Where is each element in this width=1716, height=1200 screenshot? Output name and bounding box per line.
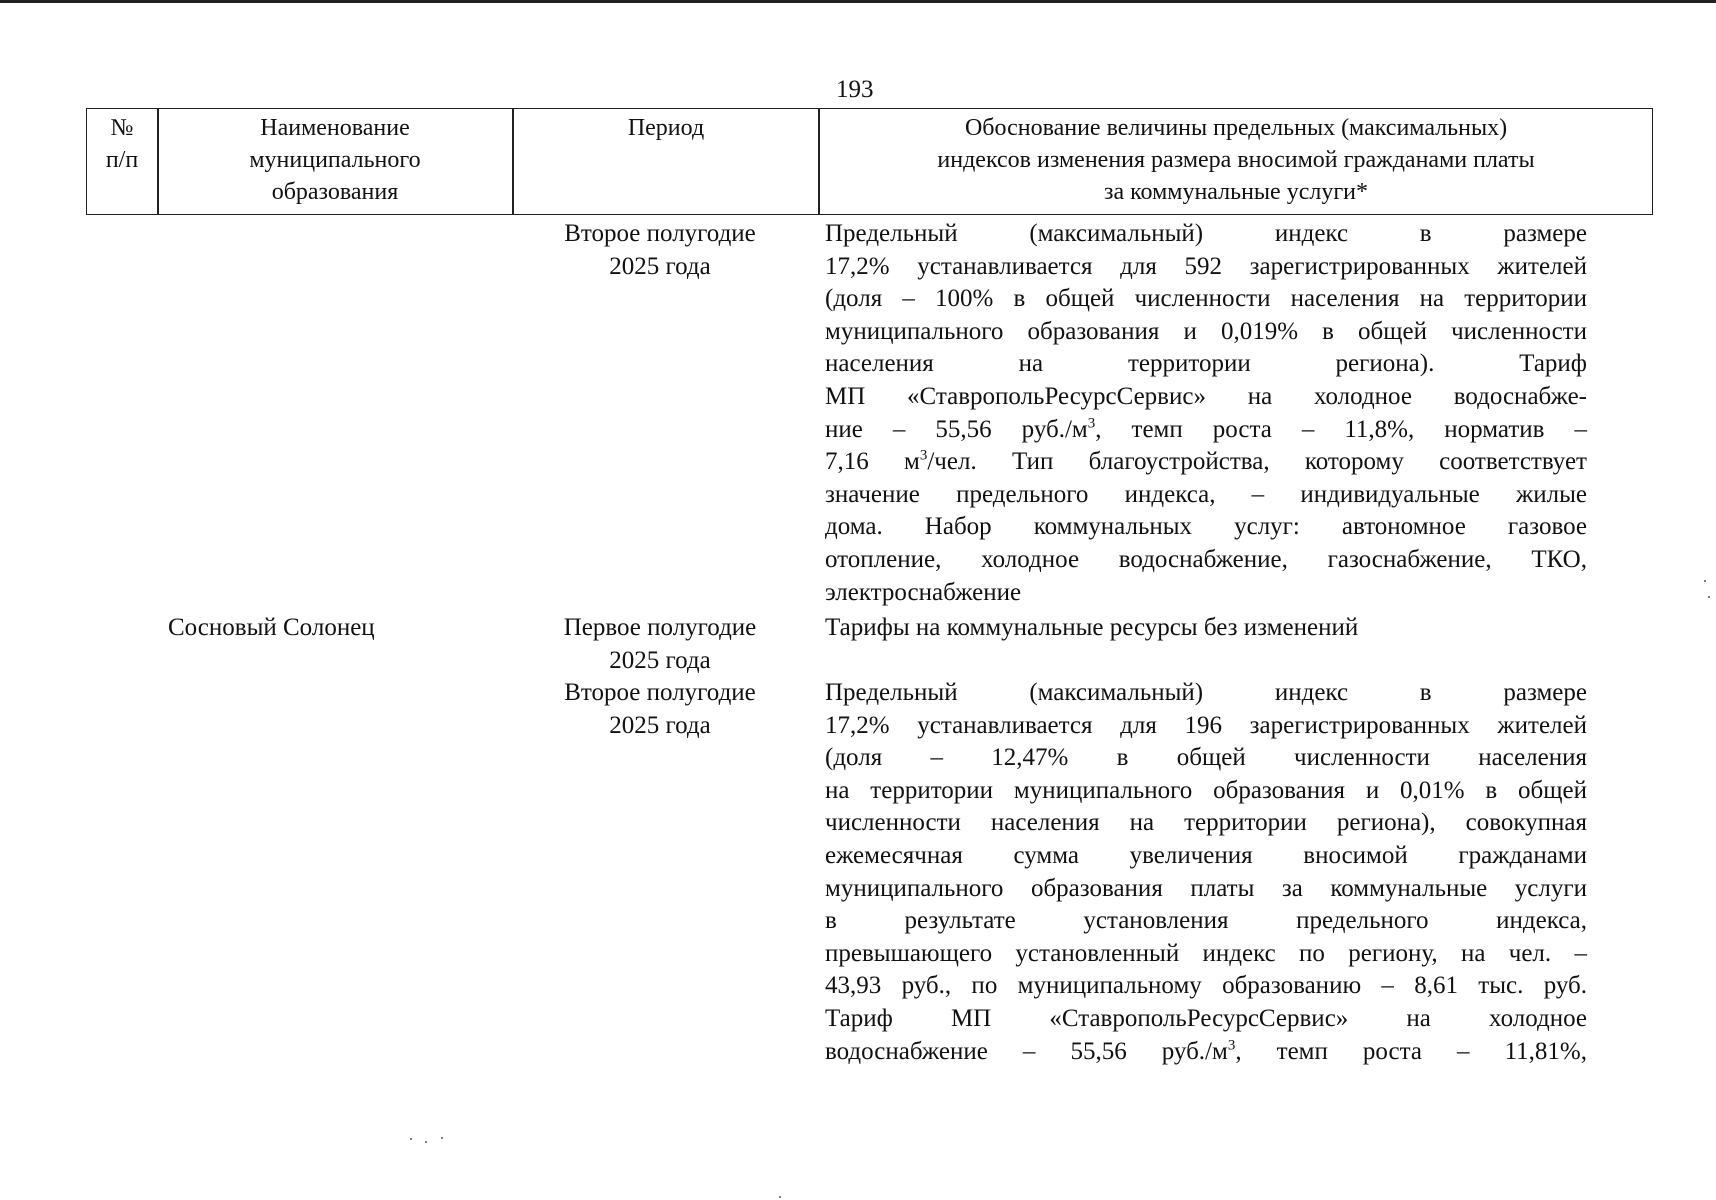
table-header [86,108,1653,215]
scan-speck [425,1141,427,1143]
justified-line-with-superscript: 7,16 $м^3$/чел. Тип благоустройства, которому соответствует [825,447,1587,476]
scan-speck [1704,580,1706,582]
justified-line-with-superscript: водоснабжение – 55,56 $руб./м^3$, темп роста – 11,81%, [825,1037,1587,1065]
row2-justification: Тарифы на коммунальные ресурсы без изменений [825,614,1359,641]
row3-justification: Предельный (максимальный) индекс в размере 17,2% устанавливается для 196 зарегистрированных жителей (доля – 12,47% в общей численности населения на территории муниципального образования и 0,01% в общей численности населения на территории региона), совокупная ежемесячная сумма увеличения вносимой гражданами муниципального образования платы за коммунальные услуги в результате установления предельного индекса, превышающего установленный индекс по региону, на чел. – 43,93 руб., по муниципальному образованию – 8,61 тыс. руб. Тариф МП «СтавропольРесурсСервис» на холодное водоснабжение – 55,56 $руб./м^3$, темп роста – 11,81%, [825,677,1587,1068]
row1-justification: Предельный (максимальный) индекс в размере 17,2% устанавливается для 592 зарегистрированных жителей (доля – 100% в общей численности населения на территории муниципального образования и 0,019% в общей численности населения на территории региона). Тариф МП «СтавропольРесурсСервис» на холодное водоснабже- ние – 55,56 $руб./м^3$, темп роста – 11,8%, норматив – 7,16 $м^3$/чел. Тип благоустройства, которому соответствует значение предельного индекса, – индивидуальные жилые дома. Набор коммунальных услуг: автономное газовое отопление, холодное водоснабжение, газоснабжение, ТКО, электроснабжение [825,220,1587,606]
justified-line-with-superscript: ние – 55,56 $руб./м^3$, темп роста – 11,8%, норматив – [825,415,1587,443]
scan-speck [441,1137,443,1139]
row2-period: Первое полугодие 2025 года [563,614,757,674]
row1-period: Второе полугодие 2025 года [564,220,756,280]
scan-speck [779,1196,781,1198]
row2-municipality-name: Сосновый Солонец [168,614,375,641]
header-col-number: № п/п [105,115,139,173]
row3-period: Второе полугодие 2025 года [564,679,756,739]
header-col-municipality: Наименование муниципального образования [249,115,421,205]
scan-top-border [0,0,1716,3]
scan-speck [410,1138,412,1140]
header-col-justification: Обоснование величины предельных (максимальных) индексов изменения размера вносимой гражданами платы за коммунальные услуги* [937,115,1535,205]
page-number: 193 [836,76,874,103]
header-col-period: Период [627,115,705,141]
scan-speck [1708,596,1710,598]
